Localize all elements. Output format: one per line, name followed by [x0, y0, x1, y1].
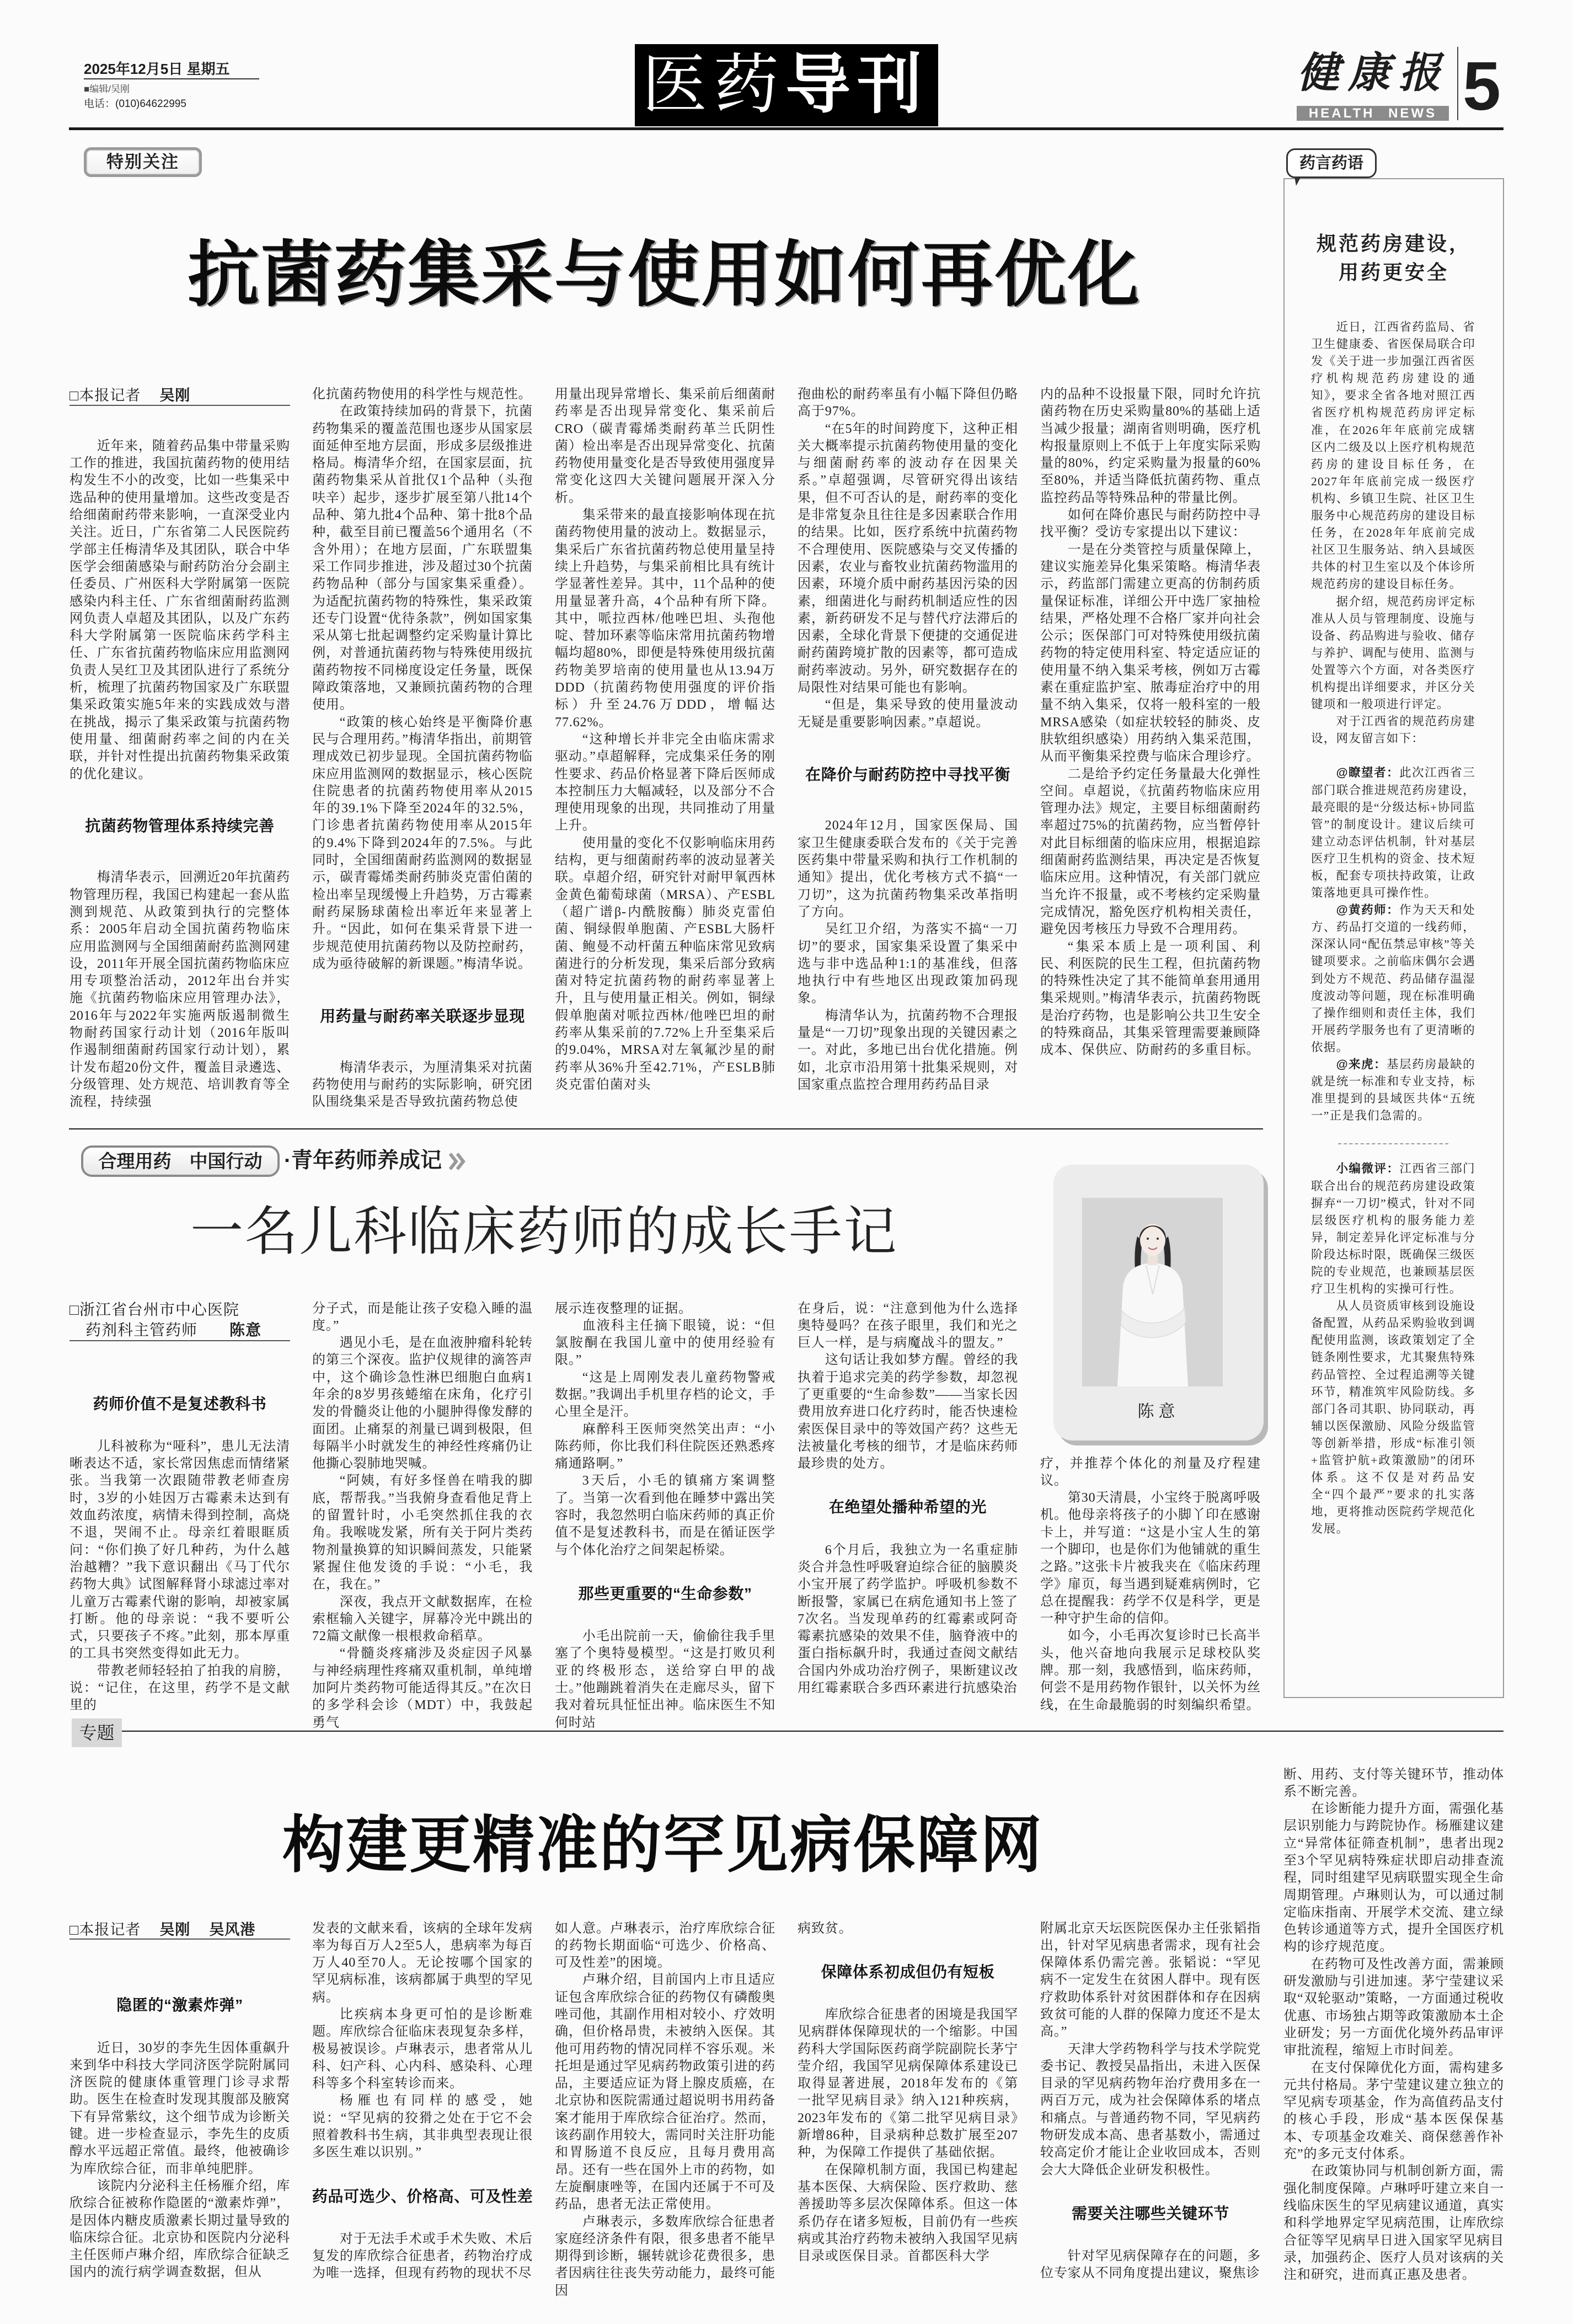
paragraph: 带教老师轻轻拍了拍我的肩膀，说：“记住，在这里，药学不是文献里的 — [69, 1663, 290, 1713]
series-name: ·青年药师养成记 — [284, 1149, 442, 1172]
paragraph: 遇见小毛，是在血液肿瘤科轮转的第三个深夜。监护仪规律的滴答声中，这个确诊急性淋巴细胞白血病1年余的8岁男孩蜷缩在床角，化疗引发的骨髓炎让他的小腿肿得像发酵的面团。止痛泵的剂量已调到极限，但每隔半小时就发生的神经性疼痛仍让他撕心裂肺地哭喊。 — [312, 1336, 533, 1471]
page-number: 5 — [1463, 49, 1501, 125]
comment-text: 江西省三部门联合出台的规范药房建设政策摒弃“一刀切”模式，针对不同层级医疗机构的服务能力差异，制定差异化评定标准与分阶段达标时限，既确保三级医院的专业规范，也兼顾基层医疗卫生机构的实操可行性。 — [1311, 1162, 1475, 1296]
paragraph: 6个月后，我独立为一名重症肺炎合并急性呼吸窘迫综合征的脑膜炎小宝开展了药学监护。呼吸机参数不断报警，家属已在病危通知书上签了7次名。当发现单药的红霉素或阿奇霉素抗感染的效果不佳，脑脊液中的蛋白指标飙升时，我通过查阅文献结合国内外成功治疗例子，果断建议改用红霉素联合多西环素进行抗感染治 — [798, 1543, 1018, 1696]
byline-author: 陈意 — [229, 1321, 262, 1338]
comment-text: 作为天天和处方、药品打交道的一线药师，深深认同“配伍禁忌审核”等关键项要求。之前临床偶尔会遇到处方不规范、药品储存温湿度波动等问题，现在标准明确了操作细则和责任主体，我们开展药学服务也有了更清晰的依据。 — [1311, 903, 1475, 1054]
paragraph: 在保障机制方面，我国已构建起基本医保、大病保险、医疗救助、慈善援助等多层次保障体系。但这一体系仍存在诸多短板，目前仍有一些疾病或其治疗药物未被纳入我国罕见病目录或医保目录。首都医科大学 — [798, 2162, 1018, 2264]
byline-role-line — [69, 1320, 290, 1341]
subheading-text: 那些更重要的“生命参数” — [578, 1584, 752, 1602]
page-editor: ■编辑/吴刚 — [84, 84, 130, 94]
byline-label: □本报记者 — [69, 1921, 141, 1938]
subheading — [798, 1472, 1018, 1541]
paragraph: 血液科主任摘下眼镜，说：“但氯胺酮在我国儿童中的使用经验有限。” — [555, 1318, 775, 1368]
paragraph: 深夜，我点开文献数据库，在检索框输入关键字，屏幕冷光中跳出的72篇文献像一根根救命稻草。 — [312, 1594, 533, 1644]
paragraph: 对于江西省的规范药房建设，网友留言如下： — [1311, 715, 1475, 746]
bottom-article-column-2 — [312, 1920, 533, 2283]
paragraph: 比疾病本身更可怕的是诊断难题。库欣综合征临床表现复杂多样，极易被误诊。卢琳表示，患者常从儿科、妇产科、心内科、感染科、心理科等多个科室转诊而来。 — [312, 2007, 533, 2091]
paragraph: 附属北京天坛医院医保办主任张韬指出，针对罕见病患者需求，现有社会保障体系仍需完善。张韬说：“罕见病不一定发生在贫困人群中。现有医疗救助体系针对贫困群体和存在因病致贫可能的人群的保障力度还不是太高。” — [1040, 1921, 1261, 2039]
paragraph: 小毛出院前一天，偷偷往我手里塞了个奥特曼模型。“这是打败贝利亚的终极形态，送给穿白甲的战士。”他蹦跳着消失在走廊尽头，留下我对着玩具怔怔出神。临床医生不知何时站 — [555, 1629, 775, 1730]
paragraph: 天津大学药物科学与技术学院党委书记、教授吴晶指出，未进入医保目录的罕见病药物年治疗费用多在一两百万元，成为社会保障体系的堵点和痛点。与普通药物不同，罕见病药物研发成本高、患者基数小，需通过较高定价才能让企业收回成本，否则会大大降低企业研发积极性。 — [1040, 2042, 1261, 2177]
paragraph: 杨雁也有同样的感受，她说：“罕见病的狡猾之处在于它不会照着教科书生病，其非典型表现让很多医生难以识别。” — [312, 2093, 533, 2160]
subheading — [312, 973, 533, 1059]
paragraph: “集采本质上是一项利国、利民、利医院的民生工程，但抗菌药物的特殊性决定了其不能简单套用通用集采规则。”梅清华表示，抗菌药物既是治疗药物，也是影响公共卫生安全的特殊商品，其集采管理需要兼顾降成本、保供应、防耐药的多重目标。 — [1040, 939, 1261, 1058]
subheading-text: 药师价值不是复述教科书 — [93, 1395, 267, 1412]
header-vertical-divider — [1457, 47, 1458, 120]
paragraph: “政策的核心始终是平衡降价惠民与合理用药。”梅清华指出，前期管理成效已初步显现。全国抗菌药物临床应用监测网的数据显示，核心医院住院患者的抗菌药物使用率从2015年的39.1%下降至2024年的32.5%，门诊患者抗菌药物使用率从2015年的9.4%下降到2024年的7.5%。与此同时，全国细菌耐药监测网的数据显示，碳青霉烯类耐药肺炎克雷伯菌的检出率呈现缓慢上升趋势，万古霉素耐药屎肠球菌检出率近年来显著上升。“因此，如何在集采背景下进一步规范使用抗菌药物以及防控耐药，成为亟待破解的新课题。”梅清华说。 — [312, 715, 533, 971]
paragraph: 疗，并推荐个体化的剂量及疗程建议。 — [1040, 1456, 1261, 1488]
paragraph: 卢琳介绍，目前国内上市且适应证包含库欣综合征的药物仅有磷酸奥唑司他，其副作用相对较小、疗效明确，但价格昂贵，未被纳入医保。其他可用药物的情况同样不容乐观。米托坦是通过罕见病药物政策引进的药品，主要适应证为肾上腺皮质癌，在北京协和医院需通过超说明书用药备案才能用于库欣综合征治疗。然而，该药副作用较大，需同时关注肝功能和胃肠道不良反应，且每月费用高昂。还有一些在国外上市的药物，如左旋酮康唑等，在国内还属于不可及药品，患者无法正常使用。 — [555, 1973, 775, 2212]
byline-author: 吴刚 — [159, 1921, 191, 1938]
paragraph: 病致贫。 — [798, 1921, 853, 1936]
paragraph: “阿姨，有好多怪兽在啃我的脚底，帮帮我。”当我俯身查看他足背上的留置针时，小毛突然抓住我的衣角。我喉咙发紧，所有关于阿片类药物剂量换算的知识瞬间蒸发，只能紧紧握住他发烫的手说：“小毛，我在，我在。” — [312, 1474, 533, 1592]
section-tag-special-focus: 特别关注 — [84, 147, 202, 177]
reader-comment — [1311, 902, 1475, 1056]
speech-bubble-tail-icon — [1294, 176, 1301, 186]
paragraph: 集采带来的最直接影响体现在抗菌药物使用量的波动上。数据显示，集采后广东省抗菌药物总使用量呈持续上升趋势，与集采前相比具有统计学显著性差异。其中，11个品种的使用量显著升高，4个品种有所下降。其中，哌拉西林/他唑巴坦、头孢他啶、替加环素等临床常用抗菌药物增幅均超80%，即便是特殊使用级抗菌药物美罗培南的使用量也从13.94万DDD（抗菌药物使用强度的评价指标）升至24.76万DDD，增幅达77.62%。 — [555, 508, 775, 730]
subheading-text: 需要关注哪些关键环节 — [1071, 2204, 1229, 2222]
byline-affiliation: □浙江省台州市中心医院 — [69, 1301, 239, 1319]
newspaper-logo: 健康报 — [1297, 48, 1449, 97]
paragraph: 用量出现异常增长、集采前后细菌耐药率是否出现异常变化、集采前后CRO（碳青霉烯类耐药革兰氏阴性菌）检出率是否出现异常变化、抗菌药物使用量变化是否导致使用强度异常变化这四大关键问题展开深入分析。 — [555, 387, 775, 505]
paragraph: 该院内分泌科主任杨雁介绍，库欣综合征被称作隐匿的“激素炸弹”，是因体内糖皮质激素长期过量导致的临床综合征。北京协和医院内分泌科主任医师卢琳介绍，库欣综合征缺乏国内的流行病学调查数据，但从 — [69, 2178, 290, 2280]
paragraph: 内的品种不设报量下限，同时允许抗菌药物在历史采购量80%的基础上适当减少报量；湖南省则明确，医疗机构报量原则上不低于上年度实际采购量的80%，约定采购量为报量的60%至80%，并适当降低抗菌药物、重点监控药品等特殊品种的带量比例。 — [1040, 387, 1261, 505]
paragraph: 3天后，小毛的镇痛方案调整了。当第一次看到他在睡梦中露出笑容时，我忽然明白临床药师的真正价值不是复述教科书，而是在循证医学与个体化治疗之间架起桥梁。 — [555, 1474, 775, 1557]
bottom-article-column-6 — [1283, 1766, 1504, 2284]
paragraph: 在政策持续加码的背景下，抗菌药物集采的覆盖范围也逐步从国家层面延伸至地方层面，形成多层级推进格局。梅清华介绍，在国家层面，抗菌药物集采从首批仅1个品种（头孢呋辛）起步，逐步扩展至第八批14个品种、第九批4个品种、第十批8个品种，截至目前已覆盖56个通用名（不含外用）；在地方层面，广东联盟集采工作同步推进，涉及超过30个抗菌药物品种（部分与国家集采重叠）。为适配抗菌药物的特殊性，集采政策还专门设置“优待条款”，例如国家集采从第七批起调整约定采购量计算比例，对普通抗菌药物与特殊使用级抗菌药物按不同梯度设定任务量，既保障政策落地，又兼顾抗菌药物的合理使用。 — [312, 404, 533, 713]
paragraph: 2024年12月，国家医保局、国家卫生健康委联合发布的《关于完善医药集中带量采购和执行工作机制的通知》提出，优化考核方式不搞“一刀切”，这为抗菌药物集采改革指明了方向。 — [798, 818, 1018, 919]
dashed-divider — [1338, 1143, 1448, 1144]
subheading-text: 在绝望处播种希望的光 — [828, 1498, 987, 1516]
newspaper-logo-english: HEALTH NEWS — [1297, 106, 1449, 121]
subheading-text: 药品可选少、价格高、可及性差 — [312, 2187, 533, 2205]
paragraph: 卢琳表示，多数库欣综合征患者家庭经济条件有限，很多患者不能早期得到诊断，辗转就诊花费很多，患者因病往往丧失劳动能力，最终可能因 — [555, 2214, 775, 2298]
subheading — [555, 1559, 775, 1628]
sidebar-title-line-1: 规范药房建设， — [1316, 232, 1471, 255]
subheading-text: 保障体系初成但仍有短板 — [821, 1963, 995, 1980]
commenter-name: @黄药师： — [1336, 903, 1400, 917]
paragraph: 儿科被称为“哑科”，患儿无法清晰表达不适，家长常因焦虑而情绪紧张。当我第一次跟随带教老师查房时，3岁的小娃因万古霉素未达到有效血药浓度，病情未得到控制，高烧不退，哭闹不止。母亲红着眼眶质问：“你们换了好几种药，为什么越治越糟？”我下意识翻出《马丁代尔药物大典》试图解释肾小球滤过率对儿童万古霉素代谢的影响，却被家属打断。他的母亲说：“我不要听公式，只要孩子不疼。”此刻，那本厚重的工具书突然变得如此无力。 — [69, 1439, 290, 1661]
paragraph: 吴红卫介绍，为落实不搞“一刀切”的要求，国家集采设置了集采中选与非中选品种1:1的基准线，但落地执行中有些地区出现政策加码现象。 — [798, 922, 1018, 1006]
subheading — [798, 1937, 1018, 2006]
top-article-column-2 — [312, 386, 533, 1111]
commenter-name: 小编微评： — [1336, 1162, 1400, 1176]
double-chevron-right-icon — [448, 1150, 467, 1172]
bottom-article-column-3 — [555, 1920, 775, 2300]
sidebar-tag: 药言药语 — [1286, 148, 1377, 178]
bottom-article-column-1 — [69, 1920, 290, 2282]
middle-article-headline: 一名儿科临床药师的成长手记 — [190, 1202, 898, 1261]
paragraph: 二是给予约定任务量最大化弹性空间。卓超说，《抗菌药物临床应用管理办法》规定，主要目标细菌耐药率超过75%的抗菌药物，应当暂停针对此目标细菌的临床应用，根据追踪细菌耐药监测结果，再决定是否恢复临床应用。这种情况，有关部门就应当允许不报量，或不考核约定采购量完成情况，豁免医疗机构相关责任，避免因考核压力导致不合理用药。 — [1040, 767, 1261, 937]
paragraph: 近日，30岁的李先生因体重飙升来到华中科技大学同济医学院附属同济医院的健康体重管理门诊寻求帮助。医生在检查时发现其腹部及腋窝下有异常紫纹，这个细节成为诊断关键。进一步检查显示，李先生的皮质醇水平远超正常值。最终，他被确诊为库欣综合征，而非单纯肥胖。 — [69, 2041, 290, 2176]
paragraph: 梅清华表示，为厘清集采对抗菌药物使用与耐药的实际影响，研究团队围绕集采是否导致抗菌药物总使 — [312, 1060, 533, 1110]
byline-author: 吴刚 — [159, 387, 191, 404]
paragraph: “这是上周刚发表儿童药物警戒数据。”我调出手机里存档的论文，手心里全是汗。 — [555, 1370, 775, 1420]
subheading — [1040, 2179, 1261, 2248]
sidebar-body — [1311, 319, 1475, 1538]
paragraph: 断、用药、支付等关键环节，推动体系不断完善。 — [1283, 1767, 1504, 1799]
paragraph: 麻醉科王医师突然笑出声：“小陈药师，你比我们科住院医还熟悉疼痛通路啊。” — [555, 1422, 775, 1471]
comment-text: 此次江西省三部门联合推进规范药房建设，最亮眼的是“分级达标+协同监管”的制度设计。建议后续可建立动态评估机制，针对基层医疗卫生机构的资金、技术短板，配套专项扶持政策，让政策落地更具可操作性。 — [1311, 766, 1475, 900]
section-masthead — [635, 44, 938, 126]
middle-article-column-3 — [555, 1300, 775, 1732]
subheading — [69, 783, 290, 870]
paragraph: 在诊断能力提升方面，需强化基层识别能力与跨院协作。杨雁建议建立“异常体征筛查机制”，患者出现2至3个罕见病特殊症状即启动排查流程，同时组建罕见病联盟实现全生命周期管理。卢琳则认为，可以通过制定临床指南、开展学术交流、建立绿色转诊通道等方式，提升全国医疗机构的诊疗规范度。 — [1283, 1802, 1504, 1954]
paragraph: 一是在分类管控与质量保障上，建议实施差异化集采策略。梅清华表示，药监部门需建立更高的仿制药质量保证标准，详细公开中选厂家抽检结果，严格处理不合格厂家并向社会公示；医保部门可对特殊使用级抗菌药物的特定使用科室、特定适应证的使用量不纳入集采考核，例如万古霉素在重症监护室、脓毒症治疗中的用量不纳入集采，仅将一般科室的一般MRSA感染（如症状较轻的肺炎、皮肤软组织感染）用药纳入集采范围，从而平衡集采控费与临床合理诊疗。 — [1040, 542, 1261, 764]
middle-article-byline — [69, 1300, 290, 1341]
paragraph: 这句话让我如梦方醒。曾经的我执着于追求完美的药学参数，却忽视了更重要的“生命参数”——当家长因费用放弃进口化疗药时，能否快速检索医保目录中的等效国产药？这些无法被量化考核的细节，才是临床药师最珍贵的处方。 — [798, 1353, 1018, 1471]
byline-author: 吴风港 — [209, 1921, 256, 1938]
column-label-badge: 合理用药 中国行动 — [81, 1145, 280, 1177]
section-name-part-b: 导刊 — [785, 49, 929, 121]
paragraph: 近年来，随着药品集中带量采购工作的推进，我国抗菌药物的使用结构发生不小的改变，比如一些集采中选品种的使用量增加。这些改变是否给细菌耐药带来影响，一直深受业内关注。近日，广东省第二人民医院药学部主任梅清华及其团队，联合中华医学会细菌感染与耐药防治分会副主任委员、广州医科大学附属第一医院感染内科主任、广东省细菌耐药监测网负责人卓超及其团队，以及广东药科大学附属第一医院临床药学科主任、广东省抗菌药物临床应用监测网负责人吴红卫及其团队进行了系统分析，梳理了抗菌药物国家及广东联盟集采政策实施5年来的实践成效与潜在挑战，揭示了集采政策与抗菌药物使用量、细菌耐药率之间的内在关联，并针对性提出抗菌药物集采政策的优化建议。 — [69, 438, 290, 781]
bottom-article-byline — [69, 1920, 290, 1940]
paragraph: 对于无法手术或手术失败、术后复发的库欣综合征患者，药物治疗成为唯一选择，但现有药物的现状不尽 — [312, 2231, 533, 2281]
author-photo — [1082, 1198, 1223, 1386]
paragraph: 如今，小毛再次复诊时已长高半头，他兴奋地向我展示足球校队奖牌。那一刻，我感悟到，临床药师，何尝不是用药物作银针，以关怀为丝线，在生命最脆弱的时刻编织希望。 — [1040, 1629, 1261, 1712]
middle-article-column-4 — [798, 1300, 1018, 1698]
paragraph: 在身后，说：“注意到他为什么选择奥特曼吗？在孩子眼里，我们和光之巨人一样，是与病魔战斗的盟友。” — [798, 1301, 1018, 1351]
paragraph: 库欣综合征患者的困境是我国罕见病群体保障现状的一个缩影。中国药科大学国际医药商学院副院长茅宁莹介绍，我国罕见病保障体系建设已取得显著进展，2018年发布的《第一批罕见病目录》纳入121种疾病，2023年发布的《第二批罕见病目录》新增86种，目录病种总数扩展至207种，为保障工作提供了基础依据。 — [798, 2007, 1018, 2160]
reader-comment — [1311, 1160, 1475, 1298]
sidebar-title-line-2: 用药更安全 — [1338, 261, 1449, 283]
paragraph: 梅清华表示，回溯近20年抗菌药物管理历程，我国已构建起一套从监测到规范、从政策到执行的完整体系：2005年启动全国抗菌药物临床应用监测网与全国细菌耐药监测网建设，2011年开展全国抗菌药物临床应用专项整治活动，2012年出台并实施《抗菌药物临床应用管理办法》，2016年与2022年实施两版遏制微生物耐药国家行动计划（2016年版叫作遏制细菌耐药国家行动计划），累计发布超20份文件，覆盖目录遴选、分级管理、处方规范、培训教育等全流程，持续强 — [69, 870, 290, 1110]
subheading-text: 用药量与耐药率关联逐步显现 — [320, 1007, 525, 1025]
top-article-byline — [69, 386, 290, 406]
paragraph: 针对罕见病保障存在的问题，多位专家从不同角度提出建议，聚焦诊 — [1040, 2249, 1261, 2281]
top-article-column-3 — [555, 386, 775, 1094]
date-underline — [84, 78, 259, 79]
issue-date: 2025年12月5日 星期五 — [84, 61, 230, 77]
section-tag-topic: 专题 — [72, 1718, 122, 1747]
paragraph: 在政策协同与机制创新方面，需强化制度保障。卢琳呼吁建立来自一线临床医生的罕见病建议通道，真实和科学地界定罕见病范围，让库欣综合征等罕见病早日进入国家罕见病目录，加强药企、医疗人员对该病的关注和研究，进而真正惠及患者。 — [1283, 2164, 1504, 2283]
top-article-column-5 — [1040, 386, 1261, 1059]
topic-rule — [122, 1731, 1504, 1732]
subheading-text: 抗菌药物管理体系持续完善 — [85, 817, 275, 835]
comment-text: 基层药房最缺的就是统一标准和专业支持，标准里提到的县域医共体“五统一”正是我们急需的。 — [1311, 1058, 1475, 1123]
bottom-article-column-5 — [1040, 1920, 1261, 2283]
paragraph: 在支付保障优化方面，需构建多元共付格局。茅宁莹建议建立独立的罕见病专项基金，作为高值药品支付的核心手段，形成“基本医保保基本、专项基金攻难关、商保慈善作补充”的多元支付体系。 — [1283, 2060, 1504, 2162]
commenter-name: @来虎： — [1336, 1058, 1387, 1072]
paragraph: 展示连夜整理的证据。 — [555, 1301, 692, 1316]
paragraph: “骨髓炎疼痛涉及炎症因子风暴与神经病理性疼痛双重机制，单纯增加阿片类药物可能适得其反。”在次日的多学科会诊（MDT）中，我鼓起勇气 — [312, 1646, 533, 1730]
photo-caption: 陈意 — [1137, 1402, 1180, 1421]
paragraph: 发表的文献来看，该病的全球年发病率为每百万人2至5人，患病率为每百万人40至70人。无论按哪个国家的罕见病标准，该病都属于典型的罕见病。 — [312, 1921, 533, 2005]
editor-phone: 电话：(010)64622995 — [84, 98, 186, 110]
paragraph: 分子式，而是能让孩子安稳入睡的温度。” — [312, 1301, 533, 1333]
reader-comment — [1311, 1056, 1475, 1124]
subheading — [69, 1970, 290, 2039]
paragraph: 第30天清晨，小宝终于脱离呼吸机。他母亲将孩子的小脚丫印在感谢卡上，并写道：“这是小宝人生的第一个脚印，也是你们为他铺就的重生之路。”这张卡片被我夹在《临床药理学》扉页，每当遇到疑难病例时，它总在提醒我：药学不仅是科学，更是一种守护生命的信仰。 — [1040, 1491, 1261, 1626]
paragraph: “在5年的时间跨度下，这种正相关大概率提示抗菌药物使用量的变化与细菌耐药率的波动存在因果关系。”卓超强调，尽管研究得出该结果，但不可否认的是，耐药率的变化是非常复杂且往往是多因素联合作用的结果。比如，医疗系统中抗菌药物不合理使用、医院感染与交叉传播的因素，农业与畜牧业抗菌药物滥用的因素，环境介质中耐药基因污染的因素，细菌进化与耐药机制适应性的因素，新药研发不足与替代疗法滞后的因素，全球化背景下便捷的交通促进耐药菌跨境扩散的因素等，都可造成耐药率波动。另外，研究数据存在的局限性对结果可能也有影响。 — [798, 421, 1018, 695]
top-article-column-4 — [798, 386, 1018, 1094]
top-article-column-1 — [69, 386, 290, 1111]
paragraph: 化抗菌药物使用的科学性与规范性。 — [312, 387, 532, 401]
bottom-article-headline: 构建更精准的罕见病保障网 — [282, 1811, 1044, 1879]
paragraph: 如何在降价惠民与耐药防控中寻找平衡？受访专家提出以下建议： — [1040, 508, 1261, 540]
paragraph: 近日，江西省药监局、省卫生健康委、省医保局联合印发《关于进一步加强江西省医疗机构规范药房建设的通知》，要求全省各地对照江西省医疗机构规范药房评定标准，在2026年年底前完成辖区内二级及以上医疗机构规范药房的建设目标任务，在2027年年底前完成一级医疗机构、乡镇卫生院、社区卫生服务中心规范药房的建设目标任务，在2028年年底前完成社区卫生服务站、纳入县域医共体的村卫生室以及个体诊所规范药房的建设目标任务。 — [1311, 320, 1475, 591]
subheading-text: 在降价与耐药防控中寻找平衡 — [805, 765, 1010, 783]
paragraph: 孢曲松的耐药率虽有小幅下降但仍略高于97%。 — [798, 387, 1018, 419]
paragraph: 据介绍，规范药房评定标准从人员与管理制度、设施与设备、药品购进与验收、储存与养护、调配与使用、监测与处置等六个方面，对各类医疗机构提出详细要求，并区分关键项和一般项进行评定。 — [1311, 595, 1475, 711]
middle-article-column-2 — [312, 1300, 533, 1732]
sidebar-title — [1283, 229, 1504, 287]
paragraph: 从人员资质审核到设施设备配置，从药品采购验收到调配使用监测，该政策划定了全链条刚性要求，尤其聚焦特殊药品管控、全过程追溯等关键环节，精准筑牢风险防线。多部门各司其职、协同联动，再辅以医保激励、风险分级监管等创新举措，形成“标准引领+监管护航+政策激励”的闭环体系。这不仅是对药品安全“四个最严”要求的扎实落地，更将推动医院药学规范化发展。 — [1311, 1299, 1475, 1536]
middle-article-column-1 — [69, 1300, 290, 1715]
subheading-text: 隐匿的“激素炸弹” — [116, 1996, 243, 2014]
subheading — [312, 2162, 533, 2231]
commenter-name: @瞭望者： — [1336, 766, 1400, 780]
byline-role: 药剂科主管药师 — [85, 1321, 198, 1339]
paragraph: “这种增长并非完全由临床需求驱动。”卓超解释，完成集采任务的刚性要求、药品价格显著下降后医师成本控制压力大幅减轻，以及部分不合理使用现象的出现，共同推动了用量上升。 — [555, 732, 775, 833]
bottom-article-column-4 — [798, 1920, 1018, 2266]
header-rule — [69, 127, 1504, 130]
middle-article-column-5 — [1040, 1455, 1261, 1714]
byline-label: □本报记者 — [69, 387, 141, 404]
paragraph: 梅清华认为，抗菌药物不合理报量是“一刀切”现象出现的关键因素之一。对此，多地已出台优化措施。例如，北京市沿用第十批集采规则，对国家重点监控合理用药药品目录 — [798, 1008, 1018, 1092]
section-name-part-a: 医药 — [642, 49, 786, 121]
subheading — [798, 731, 1018, 818]
subheading — [69, 1369, 290, 1438]
paragraph: 在药物可及性改善方面，需兼顾研发激励与引进加速。茅宁莹建议采取“双轮驱动”策略，一方面通过税收优惠、市场独占期等政策激励本土企业研发；另一方面优化境外药品审评审批流程，缩短上市时间差。 — [1283, 1957, 1504, 2058]
paragraph: “但是，集采导致的使用量波动无疑是重要影响因素。”卓超说。 — [798, 698, 1018, 730]
paragraph: 如人意。卢琳表示，治疗库欣综合征的药物长期面临“可选少、价格高、可及性差”的困境。 — [555, 1921, 775, 1970]
top-article-headline: 抗菌药集采与使用如何再优化 — [188, 234, 1142, 315]
paragraph: 使用量的变化不仅影响临床用药结构，更与细菌耐药率的波动显著关联。卓超介绍，研究针对耐甲氧西林金黄色葡萄球菌（MRSA）、产ESBL（超广谱β-内酰胺酶）肺炎克雷伯菌、铜绿假单胞菌、产ESBL大肠杆菌、鲍曼不动杆菌五种临床常见致病菌进行的分析发现，集采后部分致病菌对特定抗菌药物的耐药率显著上升，且与使用量正相关。例如，铜绿假单胞菌对哌拉西林/他唑巴坦的耐药率从集采前的7.72%上升至集采后的9.04%，MRSA对左氧氟沙星的耐药率从36%升至42.71%，产ESLB肺炎克雷伯菌对头 — [555, 836, 775, 1092]
reader-comment — [1311, 764, 1475, 902]
section-divider-rule — [69, 1128, 1263, 1129]
